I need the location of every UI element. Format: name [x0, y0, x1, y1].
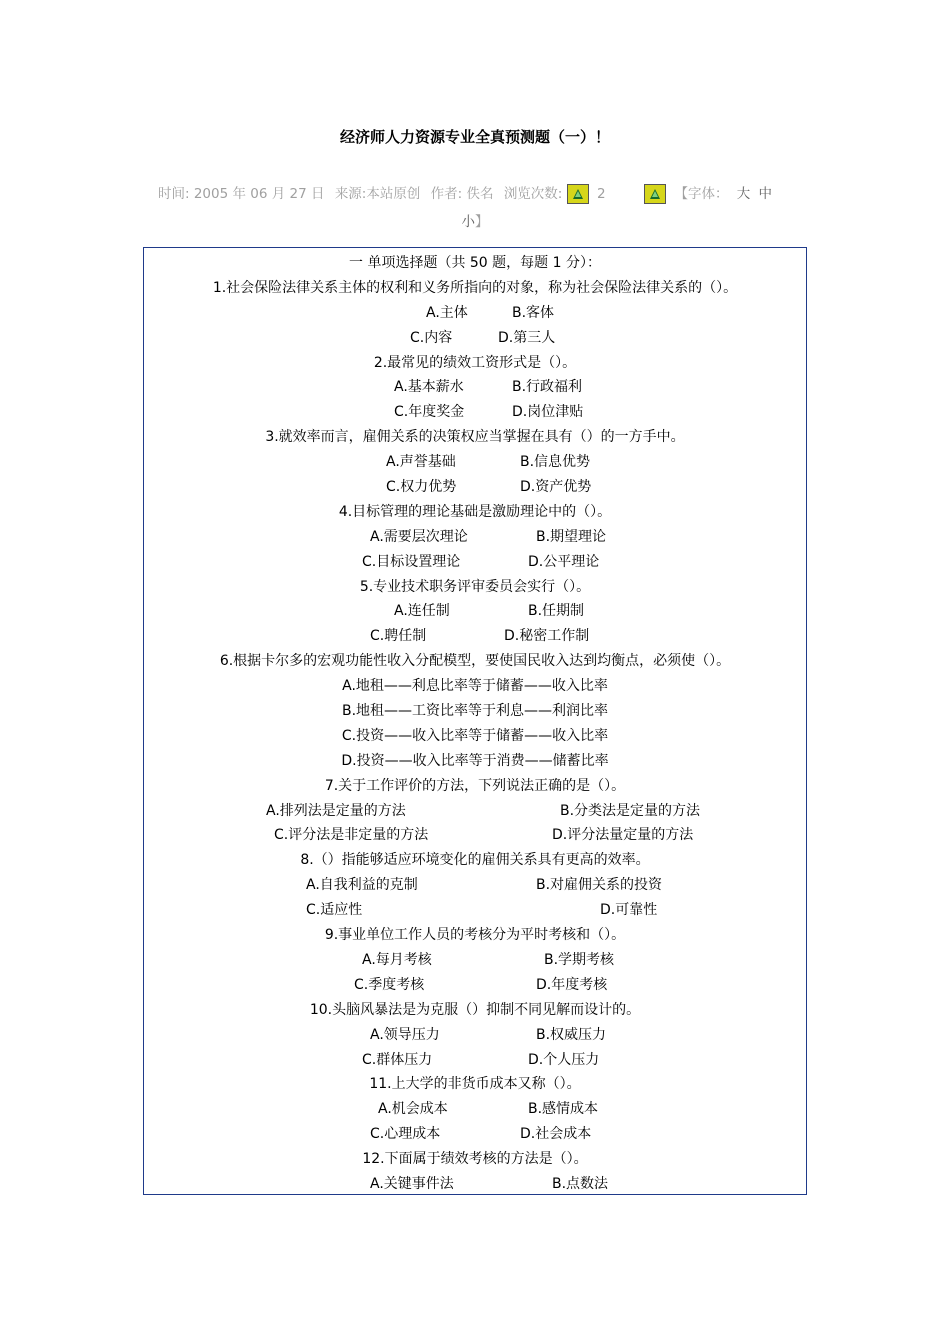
option-d: D.资产优势 [520, 479, 592, 496]
option-b: B.对雇佣关系的投资 [536, 877, 663, 894]
option-c: C.内容 [410, 329, 453, 346]
option-a: A.基本薪水 [394, 379, 464, 396]
option-a: A.地租——利息比率等于储蓄——收入比率 [342, 678, 608, 695]
option-d: D.第三人 [498, 329, 556, 346]
article-author: 作者: 佚名 [430, 186, 494, 202]
publish-time: 时间: 2005 年 06 月 27 日 [158, 186, 325, 202]
question-text: 5.专业技术职务评审委员会实行（）。 [359, 578, 591, 595]
question-text: 3.就效率而言，雇佣关系的决策权应当掌握在具有（）的一方手中。 [265, 429, 685, 446]
option-row [144, 898, 806, 923]
option-b: B.期望理论 [536, 528, 607, 545]
option-row [144, 400, 806, 425]
option-a: A.声誉基础 [386, 454, 456, 471]
option-b: B.点数法 [552, 1175, 609, 1192]
option-d: D.投资——收入比率等于消费——储蓄比率 [341, 752, 609, 769]
option-row [144, 450, 806, 475]
question-text: 4.目标管理的理论基础是激励理论中的（）。 [338, 503, 612, 520]
option-a: A.连任制 [394, 603, 450, 620]
option-c: C.年度奖金 [394, 404, 465, 421]
option-a: A.主体 [426, 304, 468, 321]
option-b: B.信息优势 [520, 454, 591, 471]
option-d: D.可靠性 [600, 902, 658, 919]
option-row [144, 599, 806, 624]
option-d: D.公平理论 [528, 553, 600, 570]
question-text: 10.头脑风暴法是为克服（）抑制不同见解而设计的。 [309, 1001, 641, 1018]
option-c: C.群体压力 [362, 1051, 433, 1068]
views-count: 2 [596, 186, 606, 202]
option-d: D.秘密工作制 [504, 628, 590, 645]
option-row [144, 1048, 806, 1073]
question-text: 12.下面属于绩效考核的方法是（）。 [362, 1151, 588, 1168]
question-text: 11.上大学的非货币成本又称（）。 [369, 1076, 581, 1093]
question-text: 2.最常见的绩效工资形式是（）。 [373, 354, 577, 371]
views-icon-2 [644, 184, 666, 204]
option-row [144, 873, 806, 898]
option-row [144, 326, 806, 351]
option-c: C.聘任制 [370, 628, 427, 645]
question-list [144, 251, 806, 1195]
option-row [144, 1023, 806, 1048]
option-c: C.季度考核 [354, 976, 425, 993]
font-size-medium-link[interactable]: 中 [758, 186, 773, 202]
option-b: B.感情成本 [528, 1101, 599, 1118]
font-size-close: 】 [475, 214, 489, 230]
option-row [144, 1172, 806, 1195]
content-box [143, 247, 807, 1195]
section-heading: 一 单项选择题（共 50 题，每题 1 分）： [349, 255, 601, 271]
option-b: B.分类法是定量的方法 [560, 802, 701, 819]
views-icon [567, 184, 589, 204]
option-c: C.适应性 [306, 902, 363, 919]
question-text: 1.社会保险法律关系主体的权利和义务所指向的对象，称为社会保险法律关系的（）。 [212, 279, 738, 296]
option-a: A.排列法是定量的方法 [266, 802, 406, 819]
option-b: B.行政福利 [512, 379, 583, 396]
option-b: B.地租——工资比率等于利息——利润比率 [341, 703, 609, 720]
option-d: D.个人压力 [528, 1051, 600, 1068]
option-row [144, 624, 806, 649]
option-d: D.岗位津贴 [512, 404, 584, 421]
font-size-large-link[interactable]: 大 [736, 186, 751, 202]
views-label: 浏览次数: [503, 186, 563, 202]
option-c: C.心理成本 [370, 1126, 441, 1143]
article-meta-cont [0, 212, 950, 232]
option-row [144, 1097, 806, 1122]
option-d: D.社会成本 [520, 1126, 592, 1143]
page-title: 经济师人力资源专业全真预测题（一）！ [339, 128, 610, 146]
article-source: 来源:本站原创 [334, 186, 421, 202]
option-c: C.权力优势 [386, 479, 457, 496]
option-row [144, 948, 806, 973]
font-size-small-link[interactable]: 小 [461, 214, 475, 230]
question-text: 6.根据卡尔多的宏观功能性收入分配模型，要使国民收入达到均衡点，必须使（）。 [219, 653, 731, 670]
option-row [144, 550, 806, 575]
question-text: 9.事业单位工作人员的考核分为平时考核和（）。 [324, 927, 626, 944]
option-b: B.学期考核 [544, 951, 615, 968]
option-a: A.每月考核 [362, 951, 432, 968]
font-size-label: 【字体： [674, 186, 729, 202]
option-row [144, 1122, 806, 1147]
option-row [144, 301, 806, 326]
option-d: D.评分法量定量的方法 [552, 827, 694, 844]
option-row [144, 375, 806, 400]
option-row [144, 973, 806, 998]
option-a: A.机会成本 [378, 1101, 448, 1118]
option-row [144, 475, 806, 500]
article-meta [158, 182, 798, 206]
option-c: C.投资——收入比率等于储蓄——收入比率 [341, 727, 609, 744]
option-row [144, 525, 806, 550]
option-c: C.目标设置理论 [362, 553, 461, 570]
question-text: 8.（）指能够适应环境变化的雇佣关系具有更高的效率。 [300, 852, 650, 869]
option-row [144, 823, 806, 848]
option-a: A.领导压力 [370, 1026, 440, 1043]
question-text: 7.关于工作评价的方法，下列说法正确的是（）。 [324, 777, 626, 794]
option-a: A.自我利益的克制 [306, 877, 418, 894]
option-b: B.客体 [512, 304, 555, 321]
option-a: A.关键事件法 [370, 1175, 454, 1192]
option-b: B.权威压力 [536, 1026, 607, 1043]
option-c: C.评分法是非定量的方法 [274, 827, 429, 844]
option-row [144, 799, 806, 824]
option-a: A.需要层次理论 [370, 528, 468, 545]
option-b: B.任期制 [528, 603, 585, 620]
option-d: D.年度考核 [536, 976, 608, 993]
